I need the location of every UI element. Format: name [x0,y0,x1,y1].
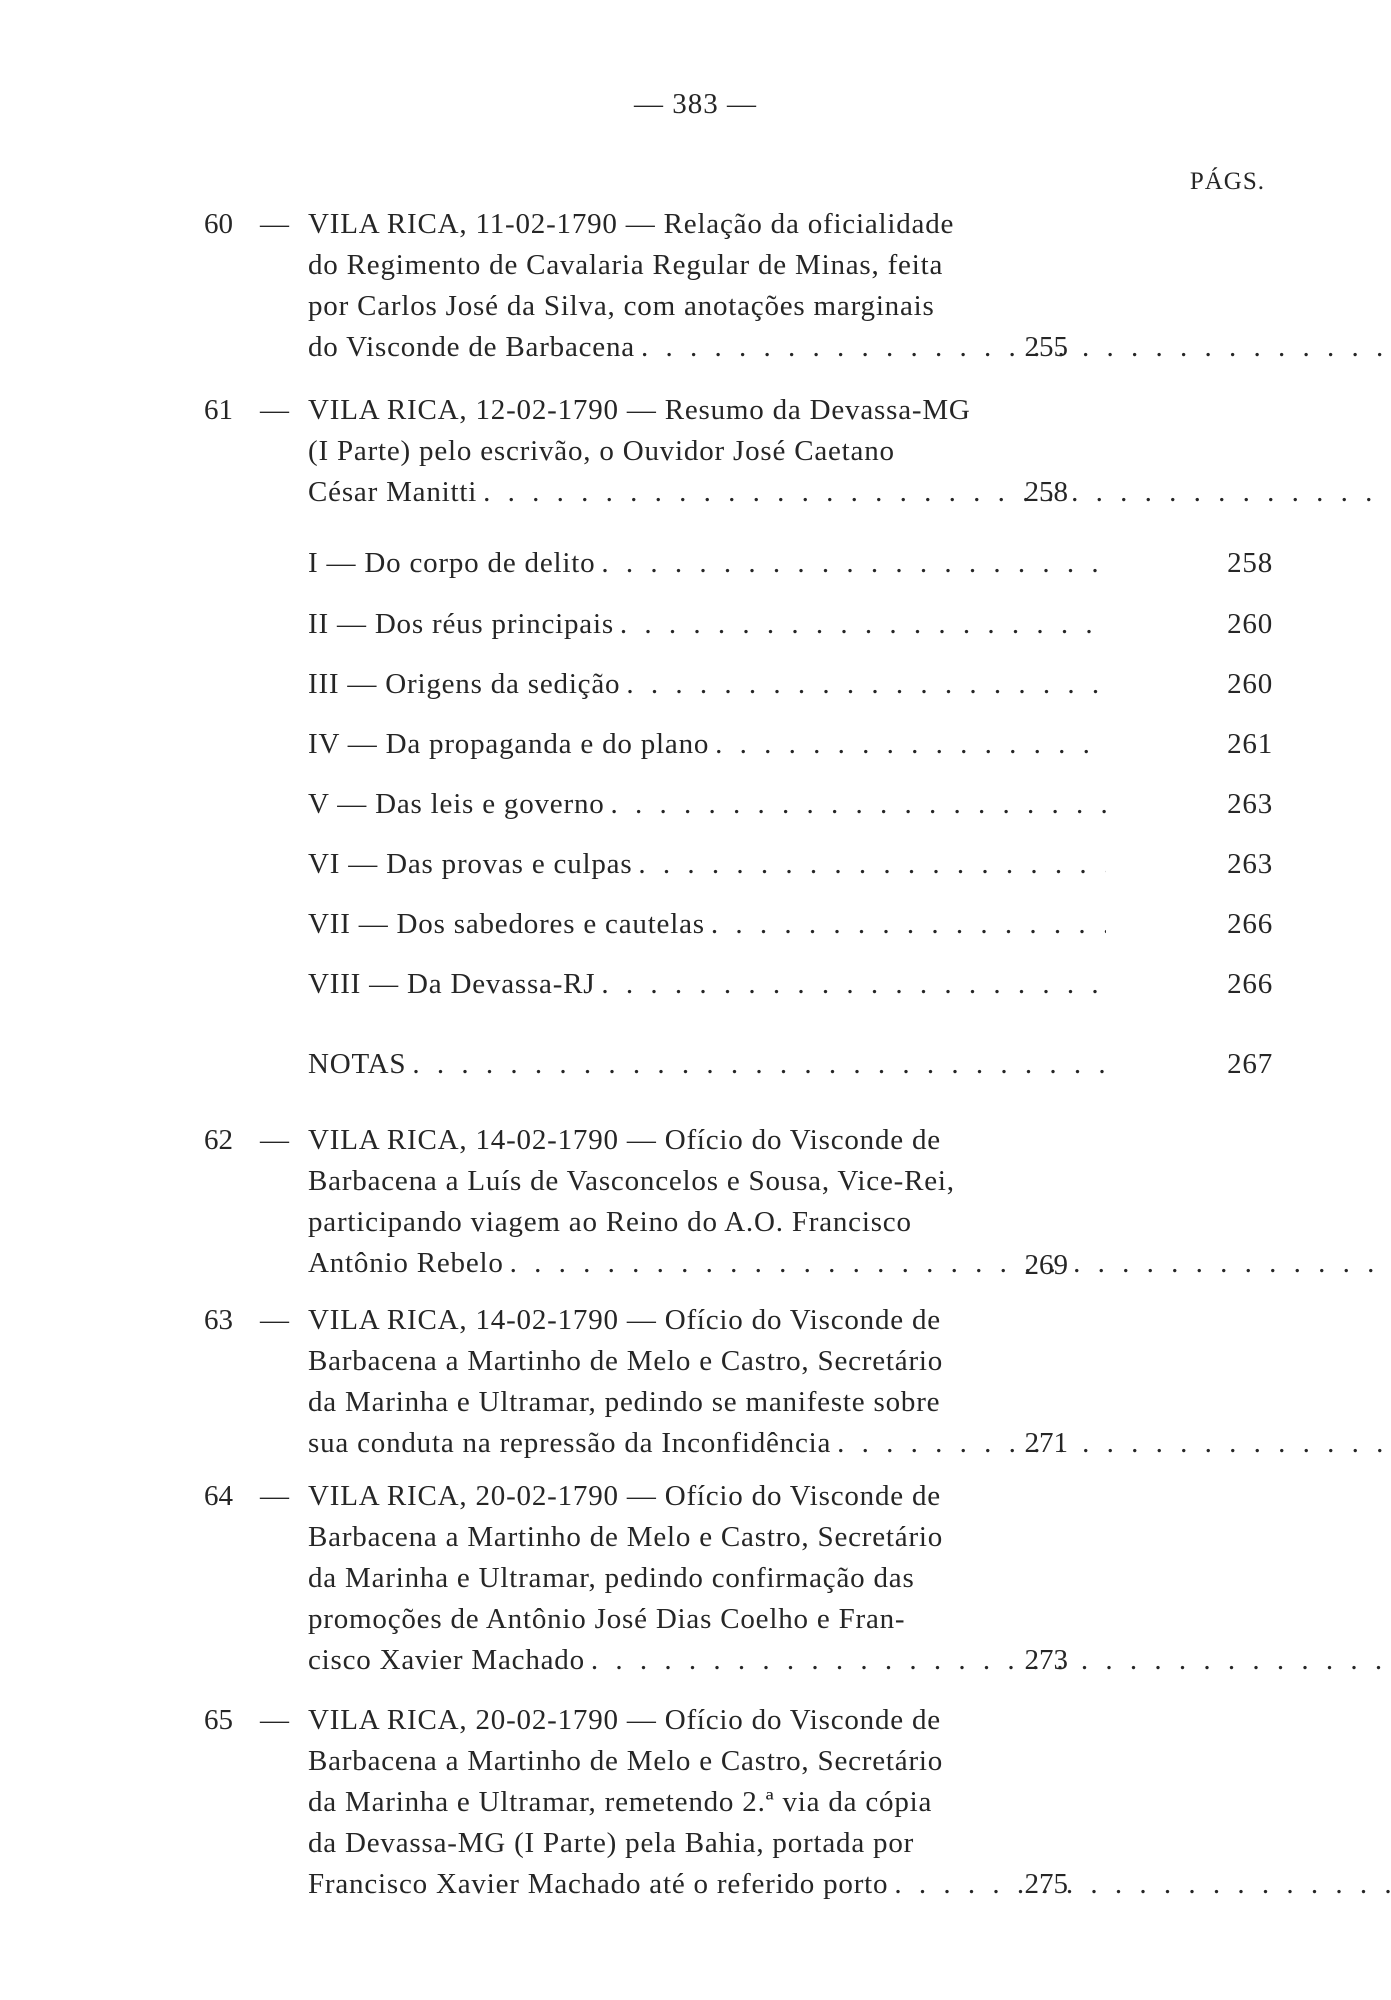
pages-column-header: PÁGS. [1189,168,1265,195]
dot-leader [620,604,1106,645]
dot-leader [601,543,1106,584]
entry-line: Barbacena a Martinho de Melo e Castro, Secretário [308,1521,944,1553]
entry-line: do Visconde de Barbacena [308,331,635,363]
entry-line: Barbacena a Martinho de Melo e Castro, Secretário [308,1345,944,1377]
entry-line: da Devassa-MG (I Parte) pela Bahia, portada por [308,1827,915,1859]
entry-line: (I Parte) pelo escrivão, o Ouvidor José Caetano [308,435,895,467]
subentry-title: I — Do corpo de delito [308,547,596,579]
entry-dash: — [260,208,289,240]
entry-dash: — [260,1124,289,1156]
subentry [308,964,1273,1005]
subentry [308,904,1273,945]
dot-leader [412,1044,1106,1085]
subentry-page-number: 267 [1227,1048,1273,1080]
subentry [308,1044,1273,1085]
entry-line: Barbacena a Martinho de Melo e Castro, Secretário [308,1745,944,1777]
entry-line: Barbacena a Luís de Vasconcelos e Sousa, Vice-Rei, [308,1165,955,1197]
entry-line: da Marinha e Ultramar, pedindo confirmação das [308,1562,915,1594]
entry-dash: — [260,1304,289,1336]
entry-dash: — [260,1704,289,1736]
dot-leader [591,1644,1391,1676]
subentry-page-number: 266 [1227,968,1273,1000]
subentry-title: VIII — Da Devassa-RJ [308,968,596,1000]
entry-line: sua conduta na repressão da Inconfidência [308,1427,832,1459]
subentry-title: II — Dos réus principais [308,608,614,640]
entry-line: promoções de Antônio José Dias Coelho e Fran- [308,1603,906,1635]
subentry-page-number: 261 [1227,728,1273,760]
subentry-title: VII — Dos sabedores e cautelas [308,908,705,940]
subentry [308,543,1273,584]
entry-page-number: 275 [1024,1868,1068,1900]
subentry-title: NOTAS [308,1048,407,1080]
entry-line: César Manitti [308,476,478,508]
entry-line: Antônio Rebelo [308,1247,504,1279]
entry-line: por Carlos José da Silva, com anotações marginais [308,290,935,322]
entry-page-number: 271 [1024,1427,1068,1459]
entry-line: VILA RICA, 12-02-1790 — Resumo da Devassa-MG [308,394,971,426]
subentry-page-number: 266 [1227,908,1273,940]
entry-line: VILA RICA, 20-02-1790 — Ofício do Visconde de [308,1704,941,1736]
subentry [308,724,1273,765]
dot-leader [894,1868,1391,1900]
subentry [308,784,1273,825]
dot-leader [626,664,1106,705]
dot-leader [837,1427,1391,1459]
entry-line: Francisco Xavier Machado até o referido porto [308,1868,889,1900]
dot-leader [601,964,1106,1005]
dot-leader [483,476,1391,508]
subentry-title: IV — Da propaganda e do plano [308,728,710,760]
dot-leader [638,844,1106,885]
subentry-page-number: 263 [1227,848,1273,880]
entry-dash: — [260,1480,289,1512]
subentry-page-number: 258 [1227,547,1273,579]
subentry-title: III — Origens da sedição [308,668,621,700]
entry-number: 63 [204,1304,233,1336]
entry-line: da Marinha e Ultramar, pedindo se manifeste sobre [308,1386,941,1418]
entry-number: 61 [204,394,233,426]
entry-line: VILA RICA, 20-02-1790 — Ofício do Visconde de [308,1480,941,1512]
entry-dash: — [260,394,289,426]
dot-leader [510,1247,1391,1279]
subentry [308,604,1273,645]
subentry-page-number: 260 [1227,668,1273,700]
entry-line: cisco Xavier Machado [308,1644,585,1676]
entry-line: participando viagem ao Reino do A.O. Francisco [308,1206,912,1238]
dot-leader [715,724,1106,765]
entry-line: da Marinha e Ultramar, remetendo 2.ª via da cópia [308,1786,933,1818]
entry-page-number: 258 [1024,476,1068,508]
dot-leader [611,784,1106,825]
subentry-title: VI — Das provas e culpas [308,848,633,880]
entry-number: 64 [204,1480,233,1512]
subentry-page-number: 260 [1227,608,1273,640]
entry-page-number: 269 [1024,1249,1068,1281]
page-number: — 383 — [634,88,757,120]
entry-line: do Regimento de Cavalaria Regular de Minas, feita [308,249,944,281]
entry-line: VILA RICA, 11-02-1790 — Relação da oficialidade [308,208,955,240]
entry-page-number: 273 [1024,1644,1068,1676]
subentry-page-number: 263 [1227,788,1273,820]
subentry [308,664,1273,705]
entry-number: 62 [204,1124,233,1156]
entry-number: 60 [204,208,233,240]
entry-page-number: 255 [1024,331,1068,363]
dot-leader [711,904,1106,945]
entry-line: VILA RICA, 14-02-1790 — Ofício do Visconde de [308,1304,941,1336]
entry-number: 65 [204,1704,233,1736]
subentry-title: V — Das leis e governo [308,788,605,820]
entry-line: VILA RICA, 14-02-1790 — Ofício do Visconde de [308,1124,941,1156]
subentry [308,844,1273,885]
